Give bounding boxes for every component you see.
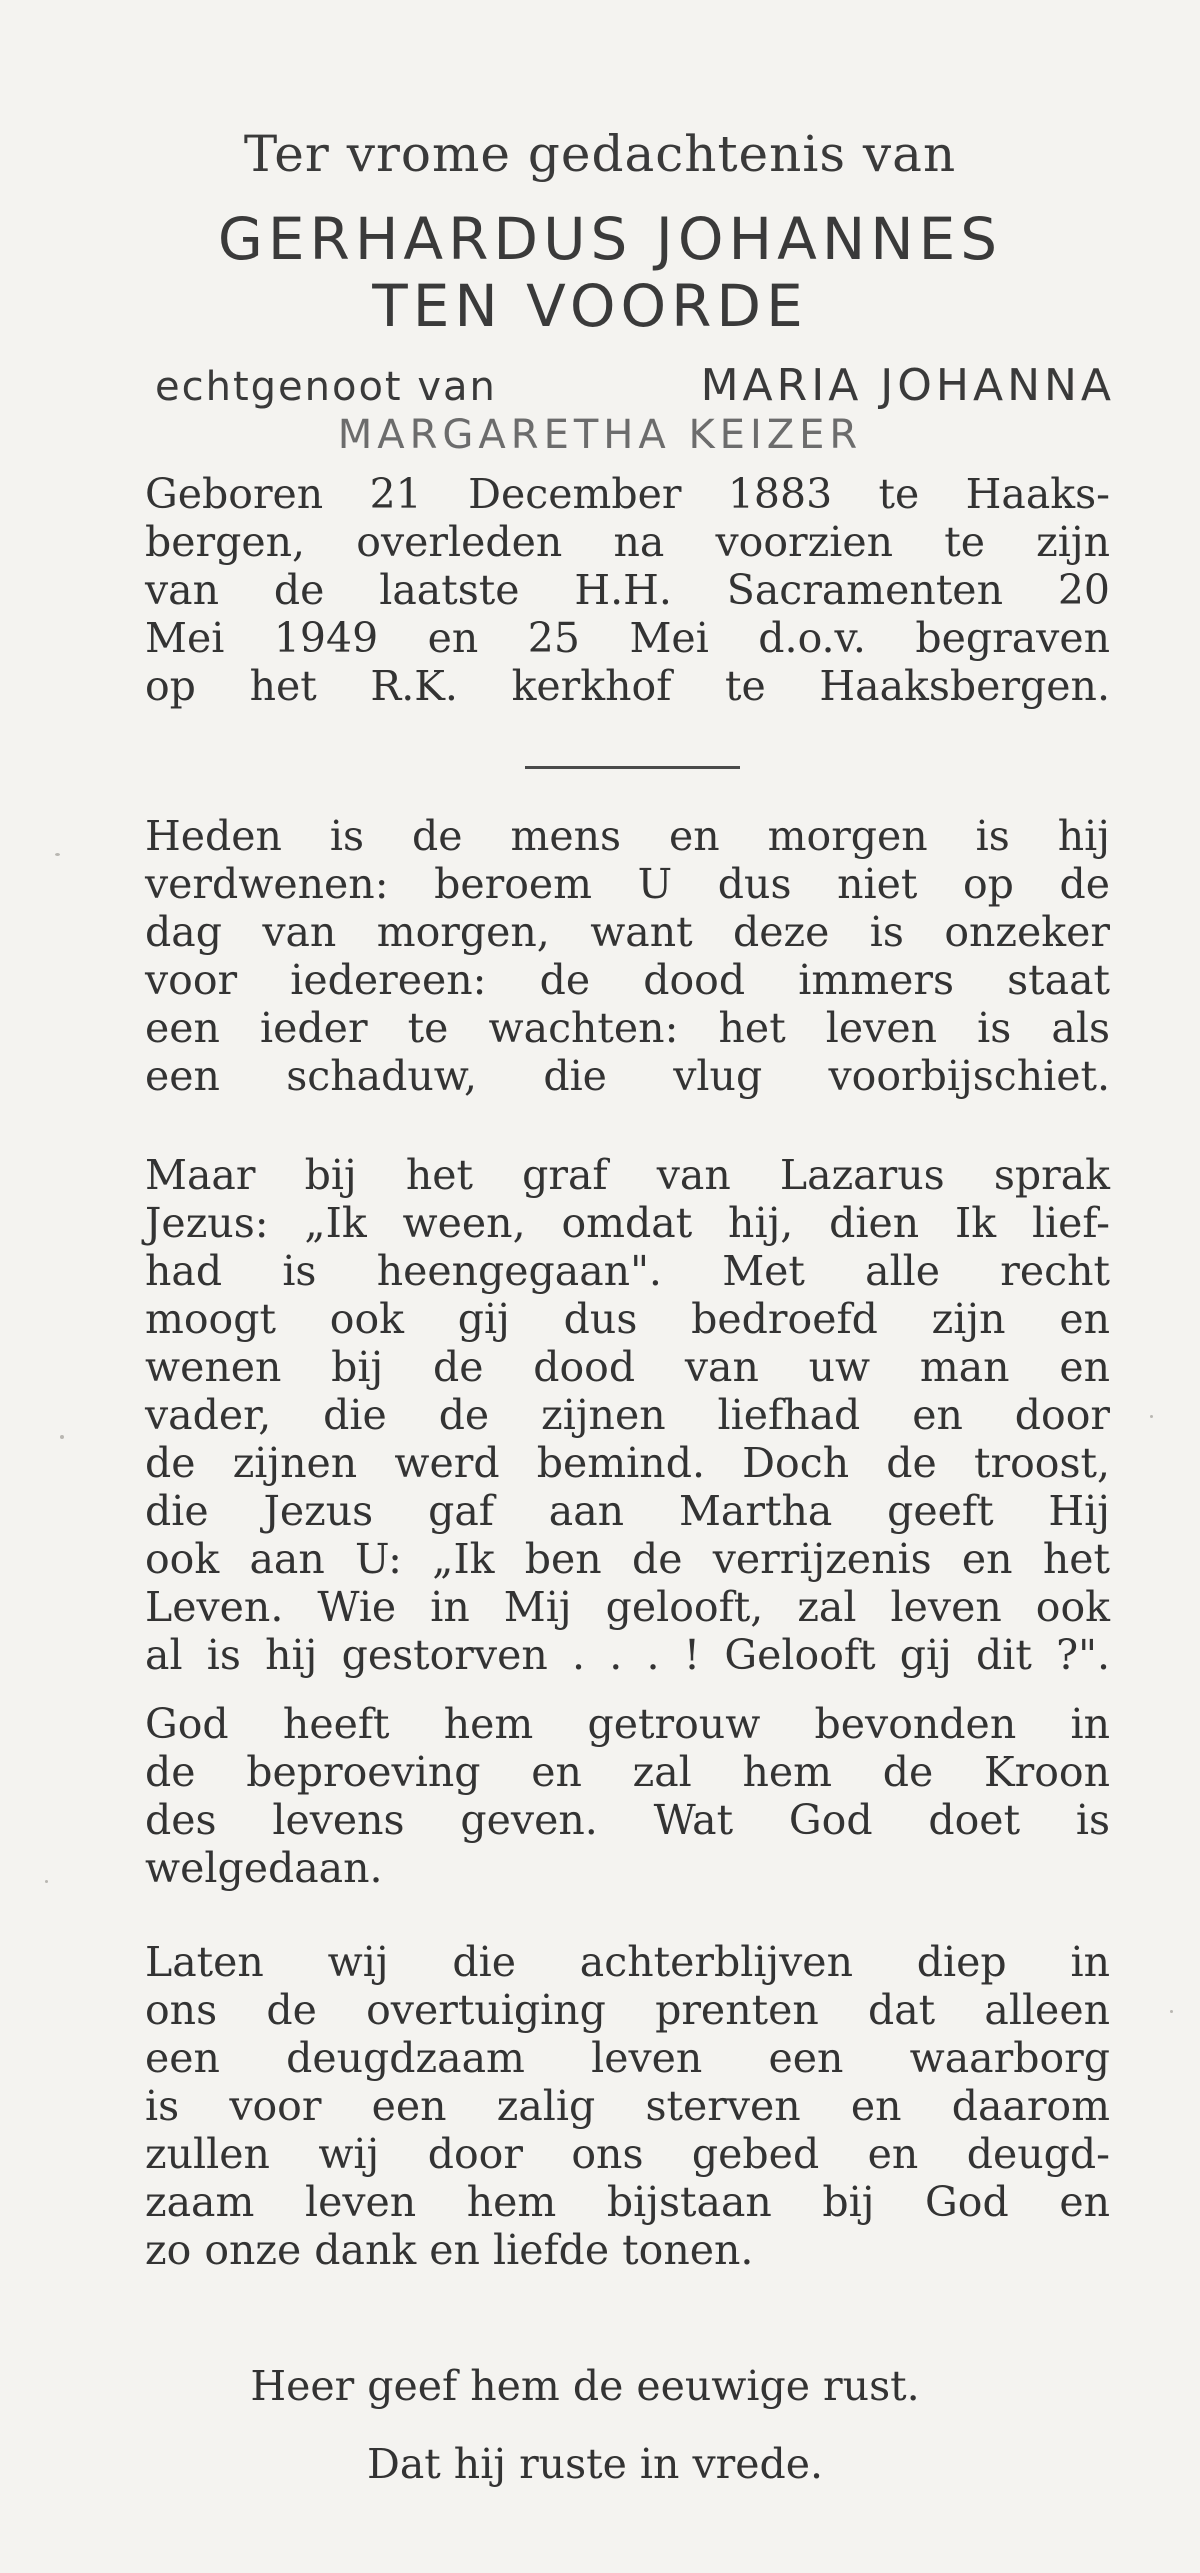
text-line: had is heengegaan". Met alle recht <box>145 1247 1110 1295</box>
dust-speck <box>55 853 60 856</box>
bio-line: op het R.K. kerkhof te Haaksbergen. <box>145 662 1110 710</box>
text-line: voor iedereen: de dood immers staat <box>145 956 1110 1004</box>
text-line: de beproeving en zal hem de Kroon <box>145 1748 1110 1796</box>
text-line: welgedaan. <box>145 1844 383 1892</box>
text-paragraph-1 <box>145 812 1110 1100</box>
closing-line-2: Dat hij ruste in vrede. <box>366 2440 824 2488</box>
spouse-name-line1: MARIA JOHANNA <box>700 360 1115 411</box>
dust-speck <box>1150 1415 1153 1418</box>
text-paragraph-4 <box>145 1938 1110 2274</box>
bio-line: Geboren 21 December 1883 te Haaks- <box>145 470 1110 518</box>
text-line: moogt ook gij dus bedroefd zijn en <box>145 1295 1110 1343</box>
bio-line: Mei 1949 en 25 Mei d.o.v. begraven <box>145 614 1110 662</box>
text-line: een schaduw, die vlug voorbijschiet. <box>145 1052 1110 1100</box>
text-line: een deugdzaam leven een waarborg <box>145 2034 1110 2082</box>
text-line: een ieder te wachten: het leven is als <box>145 1004 1110 1052</box>
text-line: die Jezus gaf aan Martha geeft Hij <box>145 1487 1110 1535</box>
text-line: is voor een zalig sterven en daarom <box>145 2082 1110 2130</box>
text-line: de zijnen werd bemind. Doch de troost, <box>145 1439 1110 1487</box>
spouse-line <box>155 360 1115 411</box>
text-line: Leven. Wie in Mij gelooft, zal leven ook <box>145 1583 1110 1631</box>
text-paragraph-3 <box>145 1700 1110 1892</box>
text-line: ons de overtuiging prenten dat alleen <box>145 1986 1110 2034</box>
text-line: Laten wij die achterblijven diep in <box>145 1938 1110 1986</box>
text-line: dag van morgen, want deze is onzeker <box>145 908 1110 956</box>
text-line: God heeft hem getrouw bevonden in <box>145 1700 1110 1748</box>
text-line: Jezus: „Ik ween, omdat hij, dien Ik lief- <box>145 1199 1110 1247</box>
bio-paragraph <box>145 470 1110 710</box>
text-line: zaam leven hem bijstaan bij God en <box>145 2178 1110 2226</box>
spouse-label: echtgenoot van <box>155 364 497 410</box>
text-line: zo onze dank en liefde tonen. <box>145 2226 754 2274</box>
text-line: zullen wij door ons gebed en deugd- <box>145 2130 1110 2178</box>
divider <box>525 766 740 769</box>
text-line: des levens geven. Wat God doet is <box>145 1796 1110 1844</box>
text-paragraph-2 <box>145 1151 1110 1679</box>
deceased-name-line2: TEN VOORDE <box>372 272 808 340</box>
spouse-name-line2: MARGARETHA KEIZER <box>337 412 863 458</box>
dust-speck <box>45 1880 48 1883</box>
text-line: al is hij gestorven . . . ! Gelooft gij dit ?". <box>145 1631 1110 1679</box>
text-line: ook aan U: „Ik ben de verrijzenis en het <box>145 1535 1110 1583</box>
closing-line-1: Heer geef hem de eeuwige rust. <box>250 2362 920 2410</box>
text-line: vader, die de zijnen liefhad en door <box>145 1391 1110 1439</box>
text-line: Heden is de mens en morgen is hij <box>145 812 1110 860</box>
dust-speck <box>1170 2010 1173 2013</box>
bio-line: van de laatste H.H. Sacramenten 20 <box>145 566 1110 614</box>
deceased-name-line1: GERHARDUS JOHANNES <box>217 205 1003 273</box>
text-line: Maar bij het graf van Lazarus sprak <box>145 1151 1110 1199</box>
intro-line: Ter vrome gedachtenis van <box>243 125 957 183</box>
bio-line: bergen, overleden na voorzien te zijn <box>145 518 1110 566</box>
dust-speck <box>60 1435 64 1439</box>
text-line: wenen bij de dood van uw man en <box>145 1343 1110 1391</box>
text-line: verdwenen: beroem U dus niet op de <box>145 860 1110 908</box>
